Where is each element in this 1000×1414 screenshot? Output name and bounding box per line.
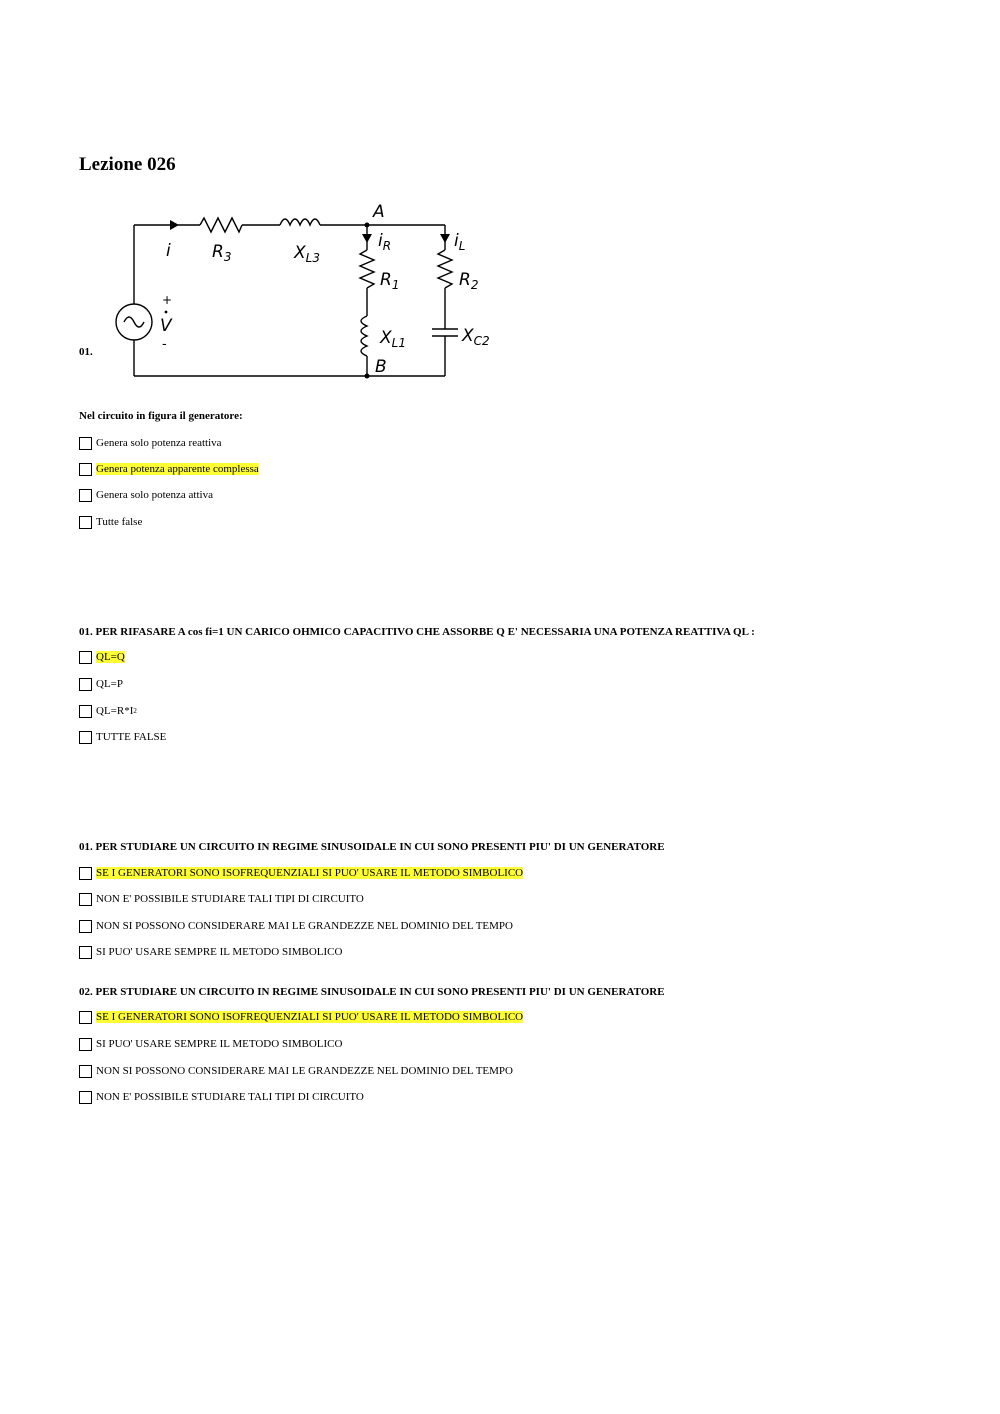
svg-text:R1: [380, 270, 399, 292]
checkbox[interactable]: [79, 437, 92, 450]
option-q4-1[interactable]: [79, 1009, 523, 1025]
node-b-label: B: [375, 357, 387, 377]
option-q2-3[interactable]: [79, 703, 137, 719]
checkbox[interactable]: [79, 705, 92, 718]
current-i-label: i: [166, 241, 171, 261]
option-label: Tutte false: [96, 516, 143, 528]
checkbox[interactable]: [79, 1038, 92, 1051]
option-label: SI PUO' USARE SEMPRE IL METODO SIMBOLICO: [96, 946, 343, 958]
option-q2-1[interactable]: [79, 649, 125, 665]
checkbox[interactable]: [79, 1091, 92, 1104]
checkbox[interactable]: [79, 867, 92, 880]
r3-sub: 3: [223, 250, 232, 264]
option-label: SI PUO' USARE SEMPRE IL METODO SIMBOLICO: [96, 1038, 343, 1050]
current-il-sub: L: [458, 239, 466, 253]
option-label: NON E' POSSIBILE STUDIARE TALI TIPI DI CIRCUITO: [96, 1091, 364, 1103]
svg-text:XL3: [293, 243, 320, 265]
option-q3-2[interactable]: [79, 891, 364, 907]
checkbox[interactable]: [79, 678, 92, 691]
xl3-sub: L3: [305, 251, 320, 265]
svg-text:XC2: [461, 326, 490, 348]
current-il-label: i: [454, 231, 459, 251]
option-q4-2[interactable]: [79, 1036, 342, 1052]
svg-text:iL: [454, 231, 465, 253]
option-q1-3[interactable]: [79, 487, 213, 503]
option-label: NON E' POSSIBILE STUDIARE TALI TIPI DI CIRCUITO: [96, 893, 364, 905]
current-ir-label: i: [378, 231, 383, 251]
option-label: QL=Q: [96, 651, 125, 663]
voltage-label: V: [160, 316, 172, 336]
question-2-text: 01. PER RIFASARE A cos fi=1 UN CARICO OHMICO CAPACITIVO CHE ASSORBE Q E' NECESSARIA UNA POTENZA REATTIVA QL :: [79, 626, 755, 638]
option-label: Genera solo potenza attiva: [96, 489, 213, 501]
xc2-sub: C2: [473, 334, 490, 348]
option-label: Genera potenza apparente complessa: [96, 463, 259, 475]
xl3-label: X: [294, 243, 306, 263]
xc2-label: X: [462, 326, 474, 346]
checkbox[interactable]: [79, 893, 92, 906]
checkbox[interactable]: [79, 651, 92, 664]
svg-text:R3: [212, 242, 231, 264]
checkbox[interactable]: [79, 1011, 92, 1024]
option-label: SE I GENERATORI SONO ISOFREQUENZIALI SI PUO' USARE IL METODO SIMBOLICO: [96, 1011, 524, 1023]
checkbox[interactable]: [79, 1065, 92, 1078]
figure-question-number: 01.: [79, 346, 93, 358]
option-q3-3[interactable]: [79, 918, 513, 934]
xl1-label: X: [380, 328, 392, 348]
option-q3-4[interactable]: [79, 944, 342, 960]
svg-text:R2: [459, 270, 478, 292]
checkbox[interactable]: [79, 516, 92, 529]
r1-label: R: [380, 270, 392, 290]
option-q1-1[interactable]: [79, 435, 222, 451]
option-sup: 2: [133, 707, 137, 715]
option-q2-4[interactable]: [79, 729, 166, 745]
svg-text:XL1: [379, 328, 406, 350]
checkbox[interactable]: [79, 463, 92, 476]
checkbox[interactable]: [79, 920, 92, 933]
option-label: SE I GENERATORI SONO ISOFREQUENZIALI SI PUO' USARE IL METODO SIMBOLICO: [96, 867, 524, 879]
figure-question-text: Nel circuito in figura il generatore:: [79, 410, 243, 422]
checkbox[interactable]: [79, 731, 92, 744]
minus-label: -: [162, 337, 167, 352]
node-a-label: A: [373, 202, 385, 222]
checkbox[interactable]: [79, 489, 92, 502]
plus-label: +: [162, 293, 173, 307]
r1-sub: 1: [391, 278, 400, 292]
current-ir-sub: R: [382, 239, 392, 253]
checkbox[interactable]: [79, 946, 92, 959]
question-3-text: 01. PER STUDIARE UN CIRCUITO IN REGIME SINUSOIDALE IN CUI SONO PRESENTI PIU' DI UN GENERATORE: [79, 841, 665, 853]
option-q1-4[interactable]: [79, 514, 142, 530]
r2-label: R: [459, 270, 471, 290]
option-label: TUTTE FALSE: [96, 731, 167, 743]
r2-sub: 2: [470, 278, 479, 292]
question-4-text: 02. PER STUDIARE UN CIRCUITO IN REGIME SINUSOIDALE IN CUI SONO PRESENTI PIU' DI UN GENERATORE: [79, 986, 665, 998]
option-label: Genera solo potenza reattiva: [96, 437, 222, 449]
option-q2-2[interactable]: [79, 676, 123, 692]
option-label: NON SI POSSONO CONSIDERARE MAI LE GRANDEZZE NEL DOMINIO DEL TEMPO: [96, 920, 513, 932]
option-q4-4[interactable]: [79, 1089, 364, 1105]
option-label: QL=P: [96, 678, 123, 690]
xl1-sub: L1: [391, 336, 406, 350]
r3-label: R: [212, 242, 224, 262]
circuit-diagram: [108, 198, 508, 383]
svg-text:iR: [378, 231, 391, 253]
option-q1-2[interactable]: [79, 461, 259, 477]
option-q4-3[interactable]: [79, 1063, 513, 1079]
option-label: NON SI POSSONO CONSIDERARE MAI LE GRANDEZZE NEL DOMINIO DEL TEMPO: [96, 1065, 513, 1077]
option-label: QL=R*I: [96, 705, 134, 717]
option-q3-1[interactable]: [79, 865, 523, 881]
page-title: Lezione 026: [79, 154, 176, 175]
